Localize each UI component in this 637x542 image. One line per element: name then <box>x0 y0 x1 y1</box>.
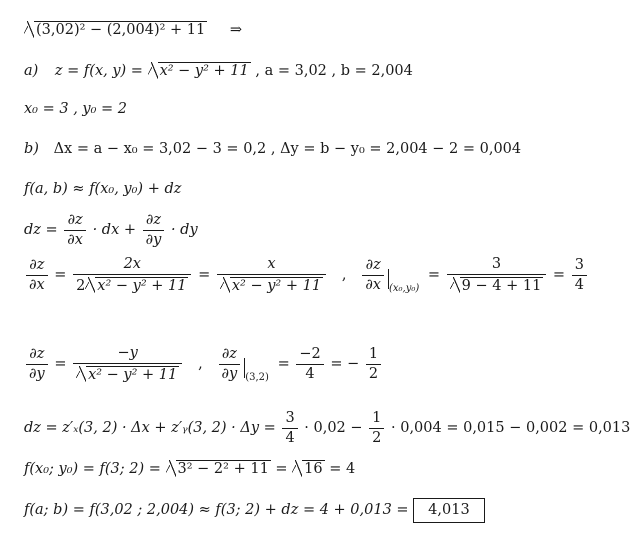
result-fraction <box>572 258 587 292</box>
numerator: x <box>267 256 276 272</box>
radicand: x² − y² + 11 <box>88 366 178 383</box>
partial-x-fraction <box>26 258 48 292</box>
function-value-line <box>24 460 355 477</box>
denominator <box>447 277 547 294</box>
derivative-fraction <box>73 346 182 382</box>
final-approximation: f(a; b) = f(3,02 ; 2,004) ≈ f(3; 2) + dz = 4 + 0,013 = <box>24 502 409 518</box>
function-definition: z = f(x, y) = <box>54 63 143 79</box>
equals-sign: = <box>277 356 290 372</box>
dz-label: dz = <box>24 222 58 238</box>
sqrt-expression <box>450 277 544 294</box>
denominator: ∂x <box>29 276 45 293</box>
sqrt-expression <box>24 21 207 38</box>
sqrt-expression <box>292 460 324 477</box>
fraction-bar <box>366 364 381 365</box>
sqrt-expression <box>85 277 188 294</box>
fraction-bar <box>73 274 191 275</box>
fraction-bar <box>447 274 547 275</box>
part-a-label: a) <box>24 63 39 79</box>
dy-term: · dy <box>170 222 198 238</box>
denominator <box>217 277 326 294</box>
partial-y-line <box>24 346 383 382</box>
denominator: ∂x <box>365 276 381 293</box>
initial-point-line: x₀ = 3 , y₀ = 2 <box>24 101 128 117</box>
numerator: ∂z <box>145 212 162 228</box>
equals-sign: = <box>427 267 441 283</box>
numerator: −y <box>117 345 138 361</box>
fraction-bar <box>217 274 326 275</box>
numerator: ∂z <box>67 212 83 228</box>
fraction-bar <box>369 428 384 429</box>
function-at-point: f(x₀; y₀) = f(3; 2) = <box>24 461 161 477</box>
separator: , <box>332 267 356 283</box>
expression-line <box>24 21 242 38</box>
fraction-bar <box>572 275 587 276</box>
equals-sign: = <box>198 267 211 283</box>
partial-x-fraction <box>362 258 384 292</box>
partial-y-fraction <box>26 347 48 381</box>
numerator: 3 <box>491 256 502 272</box>
denominator <box>73 277 191 294</box>
denominator: ∂x <box>67 231 83 248</box>
differential-value-line <box>24 411 630 445</box>
numerator: 3 <box>574 257 584 273</box>
denominator <box>73 366 182 383</box>
denominator: 2 <box>368 365 379 382</box>
differential-expression: dz = z′ₓ(3, 2) · Δx + z′ᵧ(3, 2) · Δy = <box>24 420 276 436</box>
numerator: 3 <box>285 410 295 426</box>
numerator: 1 <box>372 410 382 426</box>
numerator: ∂z <box>221 346 237 362</box>
numerator: ∂z <box>29 346 45 362</box>
evaluated-fraction <box>447 257 547 293</box>
fraction-bar <box>219 364 241 365</box>
radicand: x² − y² + 11 <box>159 63 249 79</box>
fraction-bar <box>26 364 48 365</box>
radicand: 16 <box>304 461 323 477</box>
total-differential-line <box>24 213 198 247</box>
part-b-line <box>24 142 521 157</box>
answer-box: 4,013 <box>413 498 485 523</box>
partial-x-line <box>24 257 589 293</box>
equals-sign: = <box>552 267 566 283</box>
part-a-line <box>24 62 413 79</box>
coefficient-fraction <box>282 411 297 445</box>
sqrt-expression <box>148 62 251 79</box>
denominator: 4 <box>285 429 295 446</box>
radicand: 3² − 2² + 11 <box>177 461 269 477</box>
fraction-bar <box>296 364 323 365</box>
radicand: x² − y² + 11 <box>97 277 187 294</box>
denominator: 4 <box>305 365 315 382</box>
implies-arrow: ⇒ <box>229 22 243 38</box>
fraction-bar <box>64 230 86 231</box>
numerator: 2x <box>123 256 141 272</box>
radicand: (3,02)² − (2,004)² + 11 <box>36 22 206 38</box>
partial-y-fraction <box>219 347 241 381</box>
fraction-bar <box>143 230 165 231</box>
differential-result: · 0,004 = 0,015 − 0,002 = 0,013 <box>391 420 631 436</box>
increments: Δx = a − x₀ = 3,02 − 3 = 0,2 , Δy = b − y₀ = 2,004 − 2 = 0,004 <box>53 141 522 157</box>
equals-sign: = <box>54 356 67 372</box>
numerator: 1 <box>368 346 379 362</box>
function-result: = 4 <box>324 461 356 477</box>
parameter-values: , a = 3,02 , b = 2,004 <box>255 63 413 79</box>
partial-y-fraction <box>143 213 165 247</box>
fraction-bar <box>282 428 297 429</box>
evaluation-point: (3,2) <box>245 372 269 383</box>
final-answer-line <box>24 498 485 523</box>
approximation-formula: f(a, b) ≈ f(x₀, y₀) + dz <box>24 181 182 197</box>
denominator: 2 <box>372 429 382 446</box>
coefficient: 2 <box>76 277 86 294</box>
dx-term: · dx + <box>92 222 137 238</box>
denominator: ∂y <box>221 365 238 382</box>
evaluated-fraction <box>296 347 323 381</box>
numerator: ∂z <box>29 257 45 273</box>
equals-sign: = <box>270 461 288 477</box>
numerator: ∂z <box>365 257 381 273</box>
result-fraction <box>366 347 381 381</box>
fraction-bar <box>26 275 48 276</box>
coefficient-fraction <box>369 411 384 445</box>
numerator: −2 <box>299 346 321 362</box>
derivative-fraction <box>73 257 191 293</box>
equals-minus: = − <box>330 356 360 372</box>
separator: , <box>188 356 212 372</box>
equals-sign: = <box>54 267 67 283</box>
sqrt-expression <box>220 277 323 294</box>
denominator: ∂y <box>145 231 162 248</box>
sqrt-expression <box>76 366 179 383</box>
first-term: · 0,02 − <box>304 420 363 436</box>
radicand: x² − y² + 11 <box>231 277 322 294</box>
fraction-bar <box>73 363 182 364</box>
denominator: ∂y <box>29 365 45 382</box>
fraction-bar <box>362 275 384 276</box>
evaluation-point: (x₀,y₀) <box>389 283 420 294</box>
sqrt-expression <box>166 460 271 477</box>
simplified-fraction <box>217 257 326 293</box>
denominator: 4 <box>574 276 584 293</box>
part-b-label: b) <box>24 141 39 157</box>
radicand: 9 − 4 + 11 <box>461 277 542 294</box>
partial-x-fraction <box>64 213 86 247</box>
